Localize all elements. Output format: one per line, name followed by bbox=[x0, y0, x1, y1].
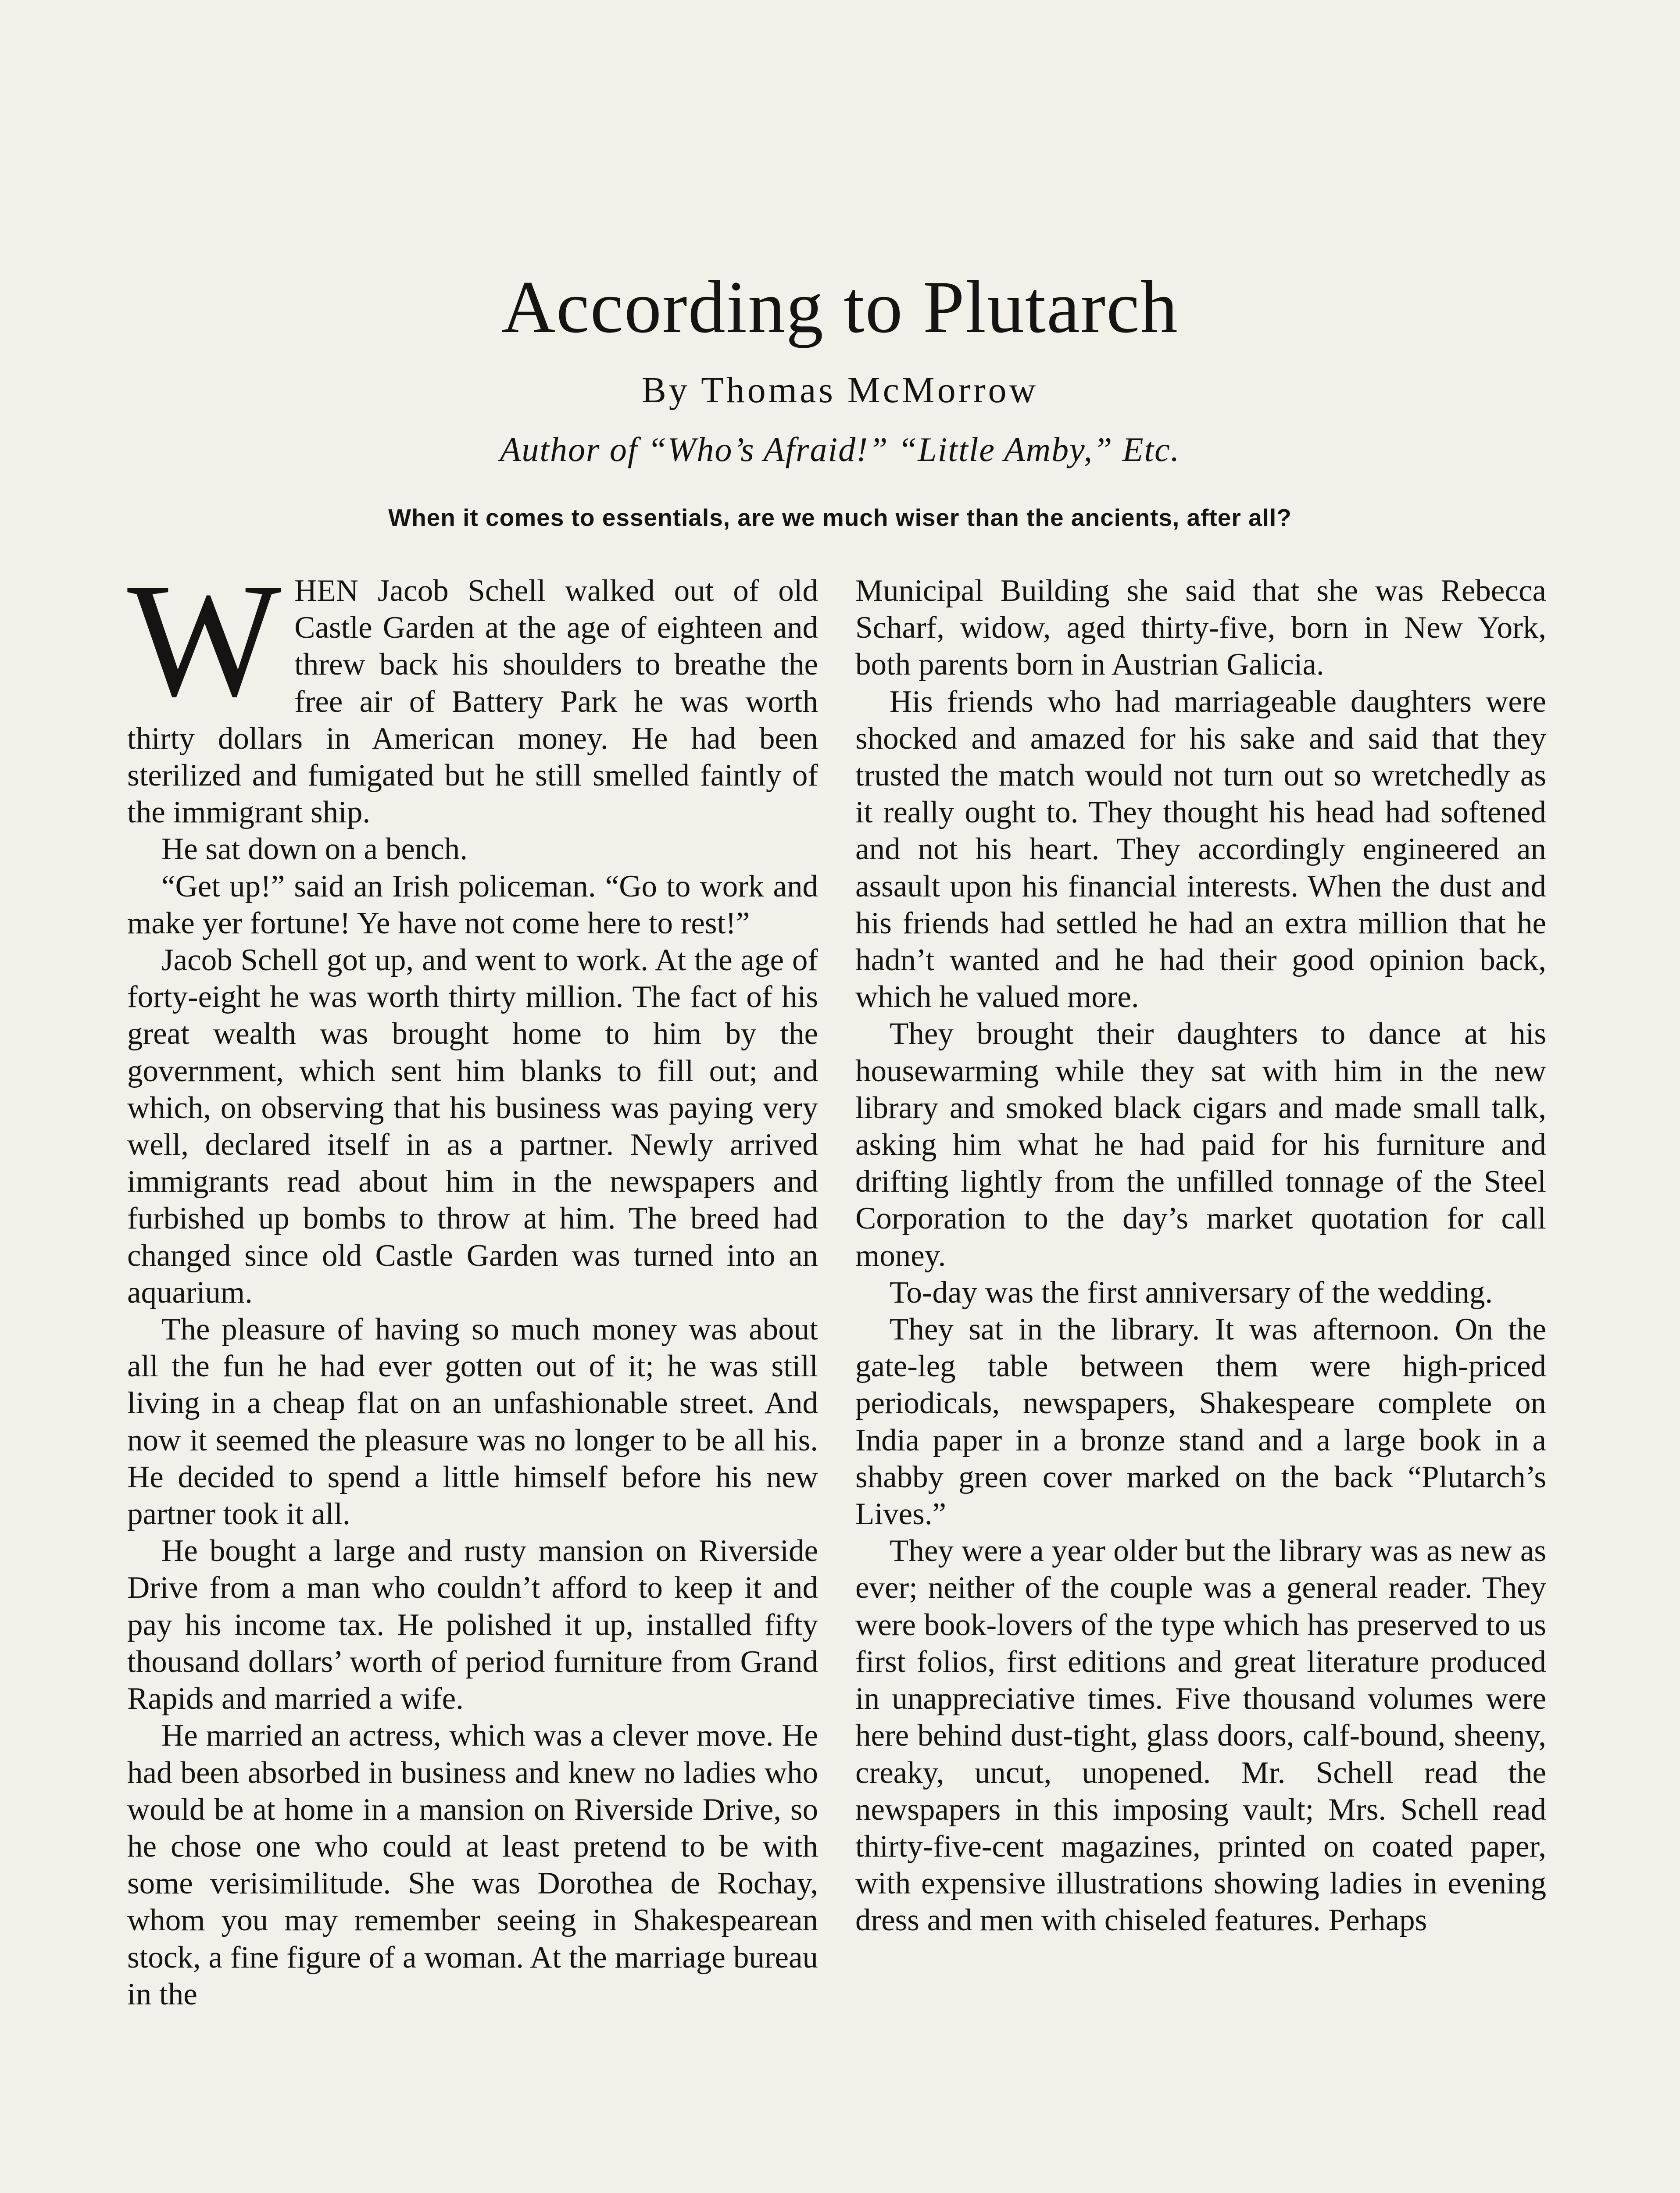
drop-cap: W bbox=[127, 572, 282, 730]
paragraph: Jacob Schell got up, and went to work. At the age of forty-eight he was worth thirty million. The fact of his great wealth was brought home to him by the government, which sent him blanks to fill out; and which, on observing that his business was paying very well, declared itself in as a partner. Newly arrived immigrants read about him in the newspapers and furbished up bombs to throw at him. The breed had changed since old Castle Garden was turned into an aquarium. bbox=[127, 943, 818, 1310]
paragraph-text: HEN Jacob Schell walked out of old Castle Garden at the age of eighteen and threw back his shoulders to breathe the free air of Battery Park he was worth thirty dollars in American money. He had been sterilized and fumigated but he still smelled faintly of the immigrant ship. bbox=[127, 574, 818, 830]
paragraph: “Get up!” said an Irish policeman. “Go to work and make yer fortune! Ye have not come here to rest!” bbox=[127, 869, 818, 940]
article-byline: By Thomas McMorrow bbox=[641, 370, 1039, 411]
left-column bbox=[127, 572, 818, 2193]
paragraph: Municipal Building she said that she was Rebecca Scharf, widow, aged thirty-five, born in New York, both parents born in Austrian Galicia. bbox=[855, 574, 1546, 682]
article-title: According to Plutarch bbox=[501, 266, 1179, 348]
right-column bbox=[855, 572, 1546, 2193]
paragraph: They were a year older but the library was as new as ever; neither of the couple was a general reader. They were book-lovers of the type which has preserved to us first folios, first editions and great literature produced in unappreciative times. Five thousand volumes were here behind dust-tight, glass doors, calf-bound, sheeny, creaky, uncut, unopened. Mr. Schell read the newspapers in this imposing vault; Mrs. Schell read thirty-five-cent magazines, printed on coated paper, with expensive illustrations showing ladies in evening dress and men with chiseled features. Perhaps bbox=[855, 1534, 1546, 1938]
paragraph: They brought their daughters to dance at his housewarming while they sat with him in the new library and smoked black cigars and made small talk, asking him what he had paid for his furniture and drifting lightly from the unfilled tonnage of the Steel Corporation to the day’s market quotation for call money. bbox=[855, 1017, 1546, 1273]
paragraph: He bought a large and rusty mansion on Riverside Drive from a man who couldn’t afford to keep it and pay his income tax. He polished it up, installed fifty thousand dollars’ worth of period furniture from Grand Rapids and married a wife. bbox=[127, 1534, 818, 1716]
paragraph: They sat in the library. It was afternoon. On the gate-leg table between them were high-priced periodicals, newspapers, Shakespeare complete on India paper in a bronze stand and a large book in a shabby green cover marked on the back “Plutarch’s Lives.” bbox=[855, 1312, 1546, 1532]
paragraph: His friends who had marriageable daughters were shocked and amazed for his sake and said that they trusted the match would not turn out so wretchedly as it really ought to. They thought his head had softened and not his heart. They accordingly engineered an assault upon his financial interests. When the dust and his friends had settled he had an extra million that he hadn’t wanted and he had their good opinion back, which he valued more. bbox=[855, 684, 1546, 1014]
article-teaser: When it comes to essentials, are we much wiser than the ancients, after all? bbox=[388, 504, 1292, 531]
paragraph: He sat down on a bench. bbox=[161, 832, 468, 867]
paragraph: The pleasure of having so much money was about all the fun he had ever gotten out of it; he was still living in a cheap flat on an unfashionable street. And now it seemed the pleasure was no longer to be all his. He decided to spend a little himself before his new partner took it all. bbox=[127, 1312, 818, 1532]
paragraph bbox=[127, 572, 818, 831]
paragraph: He married an actress, which was a clever move. He had been absorbed in business and knew no ladies who would be at home in a mansion on Riverside Drive, so he chose one who could at least pretend to be with some verisimilitude. She was Dorothea de Rochay, whom you may remember seeing in Shakespearean stock, a fine figure of a woman. At the marriage bureau in the bbox=[127, 1718, 818, 2011]
paragraph: To-day was the first anniversary of the wedding. bbox=[890, 1275, 1493, 1310]
author-credits: Author of “Who’s Afraid!” “Little Amby,” Etc. bbox=[500, 430, 1180, 468]
